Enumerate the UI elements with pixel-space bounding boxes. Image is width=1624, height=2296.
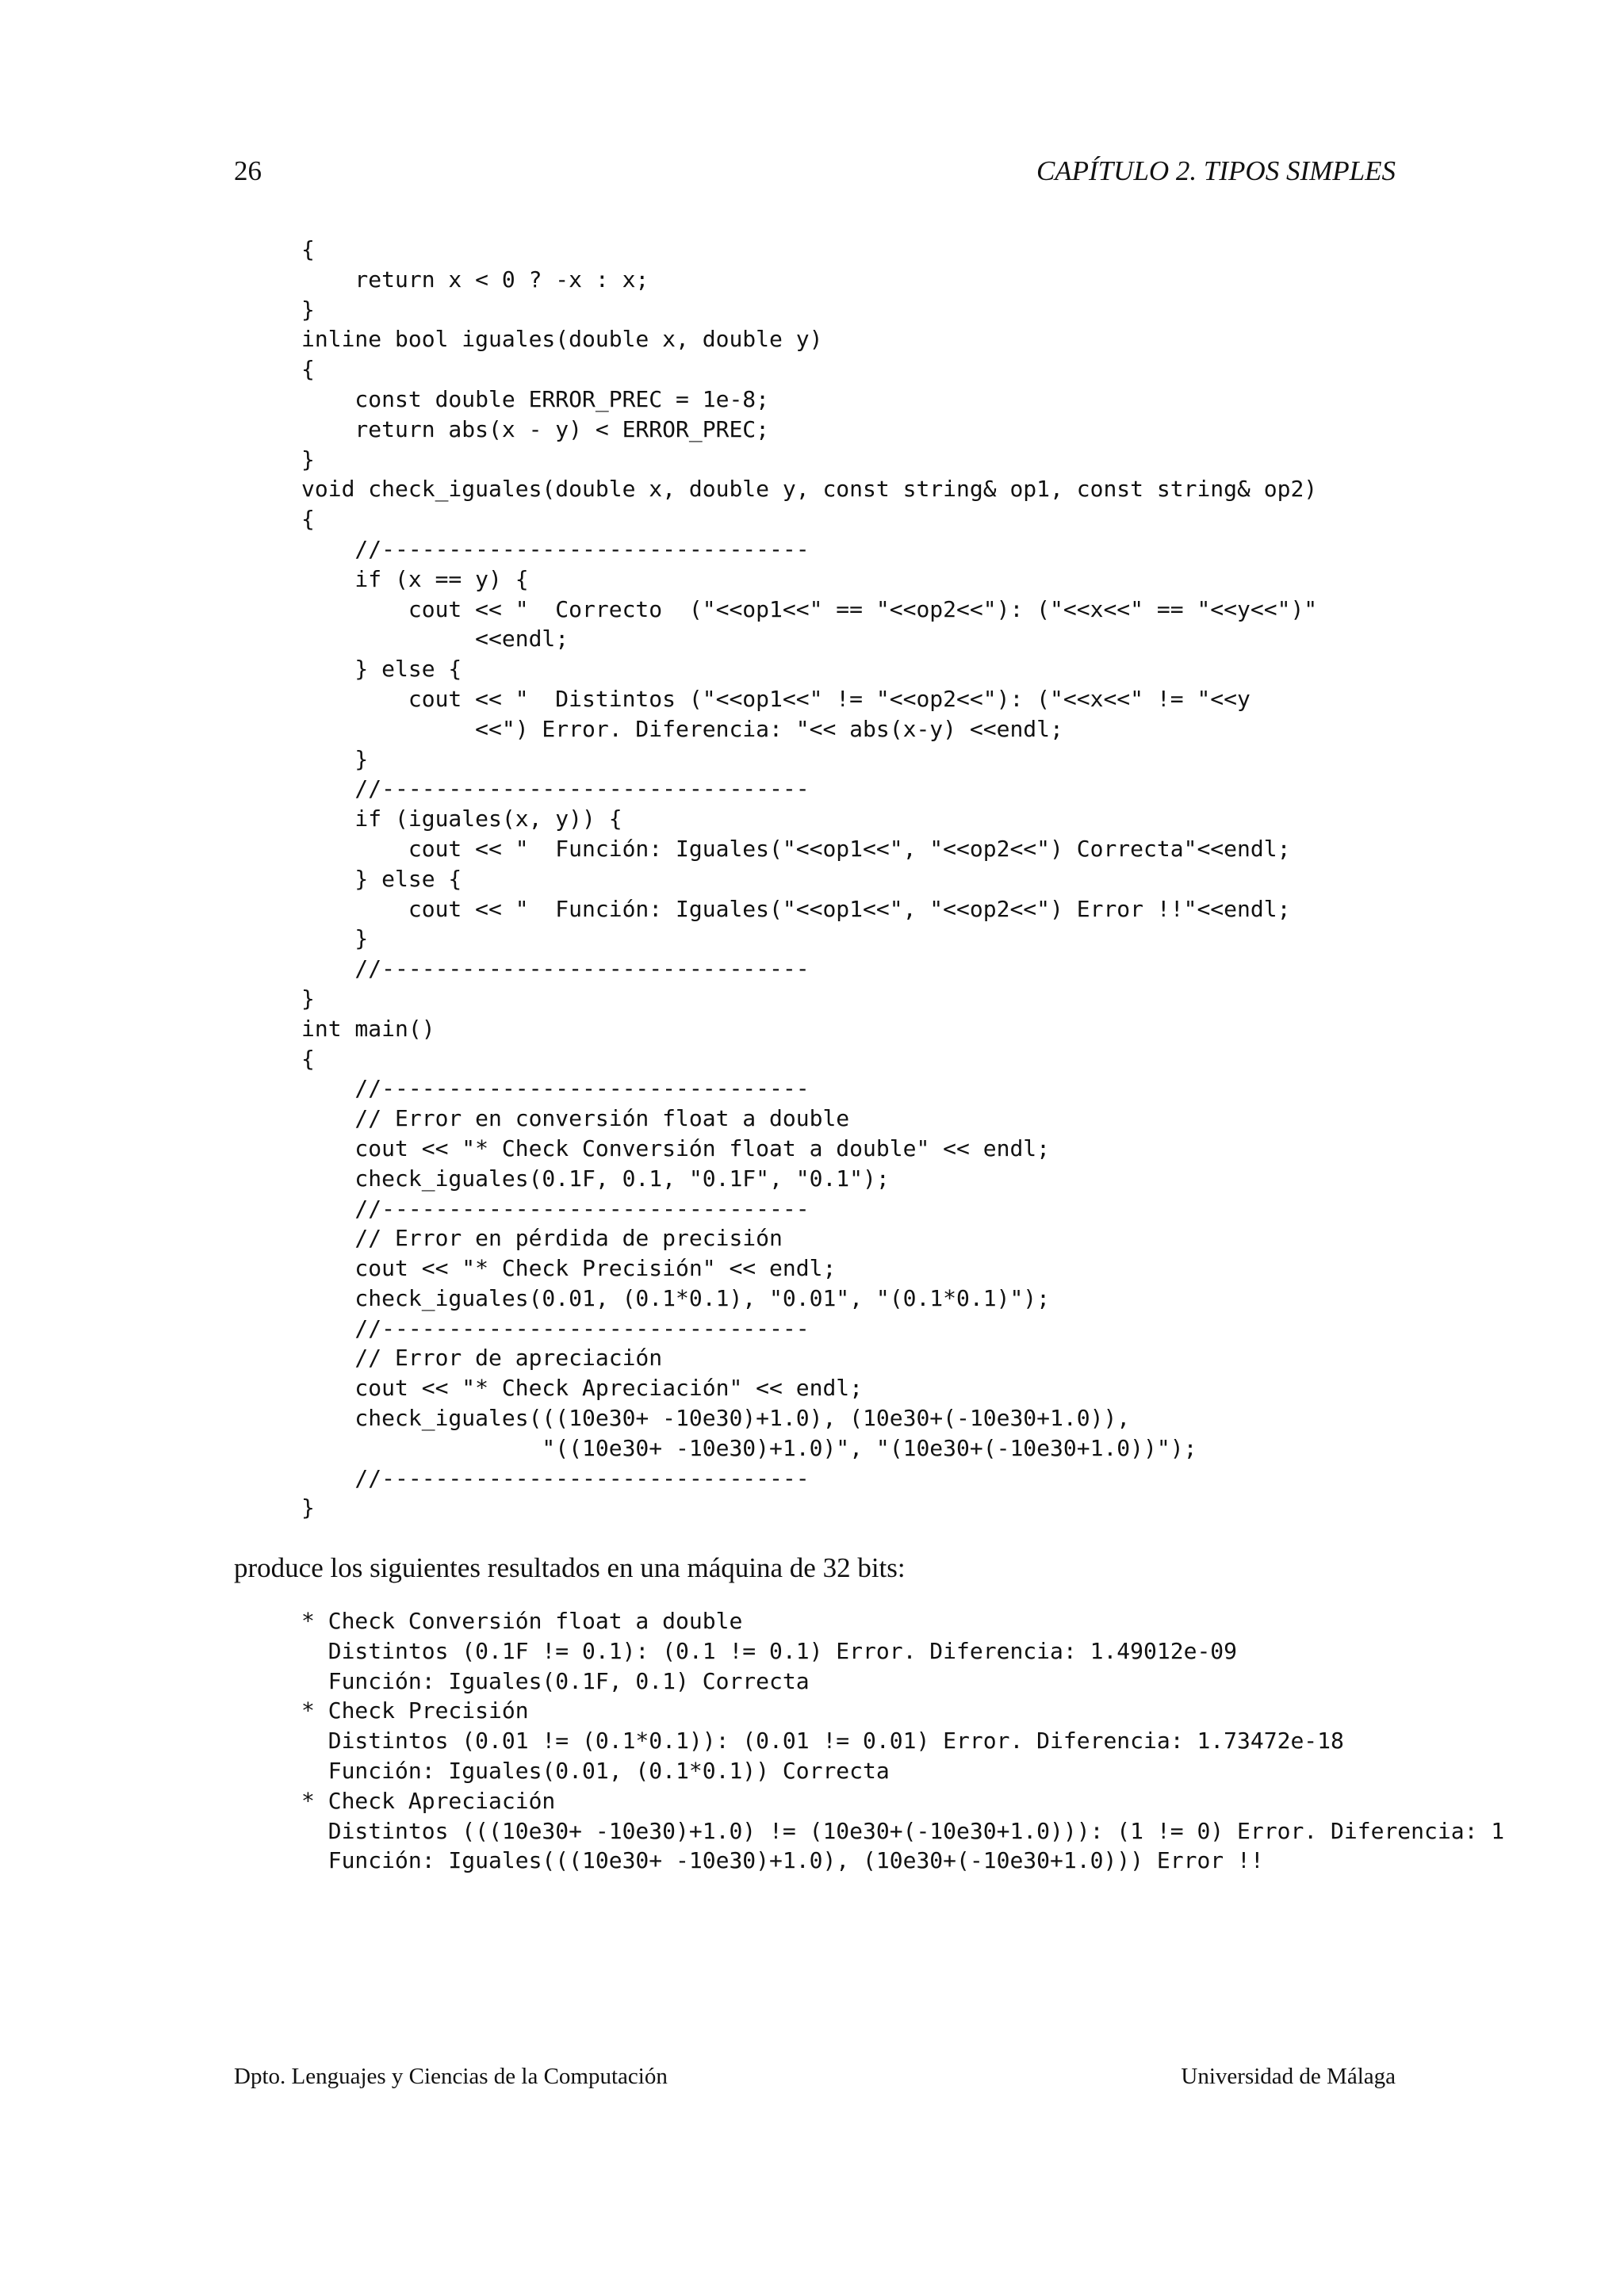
- page-header: [234, 155, 1396, 195]
- footer-university: Universidad de Málaga: [1181, 2064, 1396, 2089]
- running-title: CAPÍTULO 2. TIPOS SIMPLES: [1036, 155, 1396, 186]
- body-paragraph: produce los siguientes resultados en una máquina de 32 bits:: [234, 1552, 906, 1583]
- footer-department: Dpto. Lenguajes y Ciencias de la Computación: [234, 2064, 668, 2089]
- code-listing: { return x < 0 ? -x : x; } inline bool iguales(double x, double y) { const double ERROR_PREC = 1e-8; return abs(x - y) < ERROR_PREC; } void check_iguales(double x, double y, const string& op1, const string& op2) { //-------------------------------- if (x == y) { cout << " Correcto ("<<op1<<" == "<<op2<<"): ("<<x<<" == "<<y<<")" <<endl; } else { cout << " Distintos ("<<op1<<" != "<<op2<<"): ("<<x<<" != "<<y <<") Error. Diferencia: "<< abs(x-y) <<endl; } //-------------------------------- if (iguales(x, y)) { cout << " Función: Iguales("<<op1<<", "<<op2<<") Correcta"<<endl; } else { cout << " Función: Iguales("<<op1<<", "<<op2<<") Error !!"<<endl; } //-------------------------------- } int main() { //-------------------------------- // Error en conversión float a double cout << "* Check Conversión float a double" << endl; check_iguales(0.1F, 0.1, "0.1F", "0.1"); //-------------------------------- // Error en pérdida de precisión cout << "* Check Precisión" << endl; check_iguales(0.01, (0.1*0.1), "0.01", "(0.1*0.1)"); //-------------------------------- // Error de apreciación cout << "* Check Apreciación" << endl; check_iguales(((10e30+ -10e30)+1.0), (10e30+(-10e30+1.0)), "((10e30+ -10e30)+1.0)", "(10e30+(-10e30+1.0))"); //-------------------------------- }: [301, 236, 1318, 1521]
- page-footer: [234, 2064, 1396, 2099]
- program-output-listing: * Check Conversión float a double Distintos (0.1F != 0.1): (0.1 != 0.1) Error. Diferencia: 1.49012e-09 Función: Iguales(0.1F, 0.1) Correcta * Check Precisión Distintos (0.01 != (0.1*0.1)): (0.01 != 0.01) Error. Diferencia: 1.73472e-18 Función: Iguales(0.01, (0.1*0.1)) Correcta * Check Apreciación Distintos (((10e30+ -10e30)+1.0) != (10e30+(-10e30+1.0))): (1 != 0) Error. Diferencia: 1 Función: Iguales(((10e30+ -10e30)+1.0), (10e30+(-10e30+1.0))) Error !!: [301, 1608, 1505, 1874]
- page-number: 26: [234, 155, 262, 186]
